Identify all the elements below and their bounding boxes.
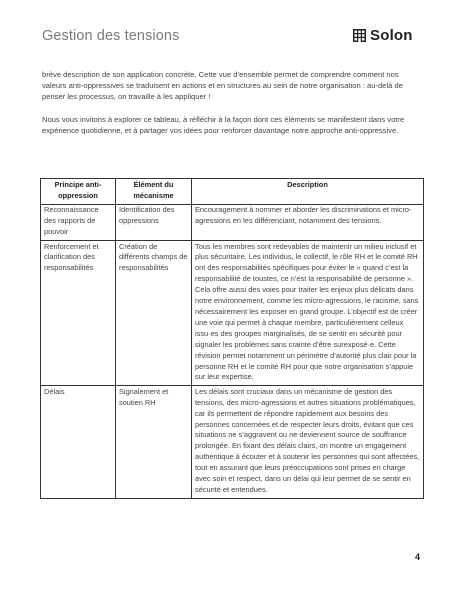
cell-element: Création de différents champs de responsabilités: [116, 241, 192, 386]
table-row: [41, 204, 424, 240]
column-header-description: Description: [192, 179, 424, 205]
cell-principle: Délais: [41, 386, 116, 499]
cell-principle: Reconnaissance des rapports de pouvoir: [41, 204, 116, 240]
page-header-title: Gestion des tensions: [42, 28, 180, 44]
cell-principle: Renforcement et clarification des responsabilités: [41, 241, 116, 386]
invitation-paragraph: Nous vous invitons à explorer ce tableau, à réfléchir à la façon dont ces éléments se manifestent dans votre expérience quotidienne, et à partager vos idées pour renforcer davantage notre approche anti-oppressive.: [42, 115, 405, 136]
table-row: [41, 241, 424, 386]
brand-name: Solon: [370, 27, 413, 44]
table-header-row: [41, 179, 424, 205]
cell-description: Tous les membres sont redevables de maintenir un milieu inclusif et plus sécuritaire. Les individus, le collectif, le rôle RH et le comité RH ont des responsabilités spécifiques pour éviter le « quand c’est la responsabilité de toustes, ce n’est la responsabilité de personne ». Cela offre aussi des voies pour traiter les enjeux plus délicats dans notre environnement, comme les micro-agressions, le racisme, sans nécessairement les exposer en grand groupe. L’objectif est de créer une voie qui permet à chaque membre, particulièrement celleux issu·es des groupes marginalisés, de se sentir en sécurité pour signaler les problèmes sans crainte d’être surexposé·e. Cette révision permet notamment un périmètre d’autorité plus clair pour la personne RH et le comité RH pour que notre organisation s’appuie sur leur expertise.: [192, 241, 424, 386]
column-header-element: Élément du mécanisme: [116, 179, 192, 205]
intro-paragraph: brève description de son application concrète. Cette vue d’ensemble permet de comprendre comment nos valeurs anti-oppressives se traduisent en actions et en structures au sein de notre organisation : au-delà de penser les processus, on travaille à les appliquer !: [42, 70, 403, 102]
brand-logo: [353, 27, 413, 44]
column-header-principle: Principe anti-oppression: [41, 179, 116, 205]
page-number: 4: [415, 552, 421, 562]
table-row: [41, 386, 424, 499]
anti-oppression-table: [40, 178, 424, 499]
cell-element: Identification des oppressions: [116, 204, 192, 240]
cell-element: Signalement et soutien RH: [116, 386, 192, 499]
building-grid-icon: [353, 29, 366, 42]
cell-description: Les délais sont cruciaux dans un mécanisme de gestion des tensions, des micro-agressions et autres situations problématiques, car ils permettent de répondre rapidement aux besoins des personnes concernées et de respecter leurs droits, évitant que ces situations ne s’aggravent ou ne deviennent source de souffrance prolongée. En fixant des délais clairs, on montre un engagement authentique à écouter et à soutenir les personnes qui sont affectées, tout en assurant que leurs préoccupations sont prises en charge avec soin et respect, dans un délai qui leur permet de se sentir en sécurité et entendues.: [192, 386, 424, 499]
cell-description: Encouragement à nommer et aborder les discriminations et micro-agressions en les différenciant, notamment des tensions.: [192, 204, 424, 240]
